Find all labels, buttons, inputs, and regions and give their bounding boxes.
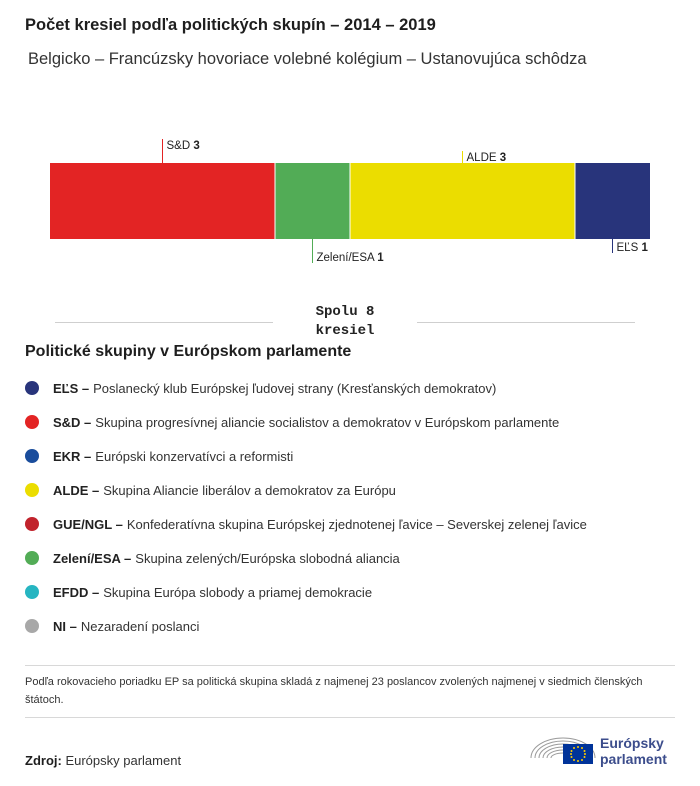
- logo-line-1: Európsky: [600, 735, 664, 751]
- legend-item: [25, 609, 675, 643]
- legend-dot-icon: [25, 517, 39, 531]
- legend-dot-icon: [25, 483, 39, 497]
- legend-item: [25, 575, 675, 609]
- bar-segment: [50, 163, 275, 239]
- legend-abbr: GUE/NGL –: [53, 516, 123, 532]
- source-value: Európsky parlament: [61, 753, 182, 768]
- legend-dot-icon: [25, 585, 39, 599]
- bar-label-category: EĽS: [616, 242, 642, 254]
- bar-label: [617, 242, 649, 254]
- legend-name: Skupina progresívnej aliancie socialistov a demokratov v Európskom parlamente: [95, 414, 560, 430]
- total-seats-line-2: kresiel: [315, 323, 375, 339]
- total-seats-line-1: Spolu 8: [315, 304, 375, 320]
- chart-subtitle: Belgicko – Francúzsky hovoriace volebné kolégium – Ustanovujúca schôdza: [28, 50, 587, 68]
- legend-dot-icon: [25, 619, 39, 633]
- footnote-divider-bottom: [25, 717, 675, 718]
- bar-label: [317, 252, 385, 264]
- legend-name: Skupina zelených/Európska slobodná aliancia: [135, 550, 400, 566]
- legend-abbr: ALDE –: [53, 482, 100, 498]
- legend-abbr: EĽS –: [53, 380, 90, 396]
- legend-name: Poslanecký klub Európskej ľudovej strany (Kresťanských demokratov): [93, 380, 497, 396]
- source-label: Zdroj:: [25, 753, 62, 768]
- bar-segment: [275, 163, 350, 239]
- bar-label-category: Zelení/ESA: [316, 252, 378, 264]
- legend-abbr: NI –: [53, 618, 77, 634]
- bar-segment: [575, 163, 650, 239]
- legend-abbr: EKR –: [53, 448, 92, 464]
- seat-bar-chart: [0, 125, 700, 285]
- legend-dot-icon: [25, 449, 39, 463]
- bar-segment: [350, 163, 575, 239]
- legend-abbr: Zelení/ESA –: [53, 550, 132, 566]
- european-parliament-logo: [528, 728, 678, 770]
- bar-label-category: S&D: [166, 140, 194, 152]
- parliament-hemicycle-icon: [528, 728, 598, 770]
- legend-abbr: S&D –: [53, 414, 92, 430]
- bar-label-value: 1: [377, 252, 384, 264]
- legend-dot-icon: [25, 381, 39, 395]
- legend-item: [25, 507, 675, 541]
- legend-item: [25, 473, 675, 507]
- logo-text: [600, 735, 667, 767]
- chart-title: Počet kresiel podľa politických skupín – 2014 – 2019: [25, 16, 436, 34]
- legend-item: [25, 541, 675, 575]
- source: [25, 753, 181, 768]
- logo-line-2: parlament: [600, 751, 667, 767]
- legend-dot-icon: [25, 415, 39, 429]
- legend: [25, 371, 675, 643]
- legend-abbr: EFDD –: [53, 584, 100, 600]
- legend-name: Skupina Európa slobody a priamej demokracie: [103, 584, 373, 600]
- total-divider-right: [417, 322, 635, 323]
- bar-label: [467, 152, 507, 164]
- legend-name: Skupina Aliancie liberálov a demokratov za Európu: [103, 482, 396, 498]
- legend-name: Konfederatívna skupina Európskej zjednotenej ľavice – Severskej zelenej ľavice: [126, 516, 587, 532]
- legend-dot-icon: [25, 551, 39, 565]
- legend-item: [25, 439, 675, 473]
- legend-name: Európski konzervatívci a reformisti: [95, 448, 294, 464]
- bar-label-category: ALDE: [466, 152, 500, 164]
- footnote-divider-top: [25, 665, 675, 666]
- bar-label: [167, 140, 200, 152]
- legend-item: [25, 405, 675, 439]
- legend-title: Politické skupiny v Európskom parlamente: [25, 343, 352, 360]
- total-seats: [55, 303, 635, 343]
- total-seats-label: [295, 303, 395, 341]
- bar-label-value: 1: [641, 242, 648, 254]
- footnote: Podľa rokovacieho poriadku EP sa politická skupina skladá z najmenej 23 poslancov zvolených najmenej v siedmich členských štátoch.: [25, 676, 643, 706]
- legend-item: [25, 371, 675, 405]
- bar-label-value: 3: [193, 140, 200, 152]
- legend-name: Nezaradení poslanci: [80, 618, 200, 634]
- total-divider-left: [55, 322, 273, 323]
- bar-label-value: 3: [499, 152, 507, 164]
